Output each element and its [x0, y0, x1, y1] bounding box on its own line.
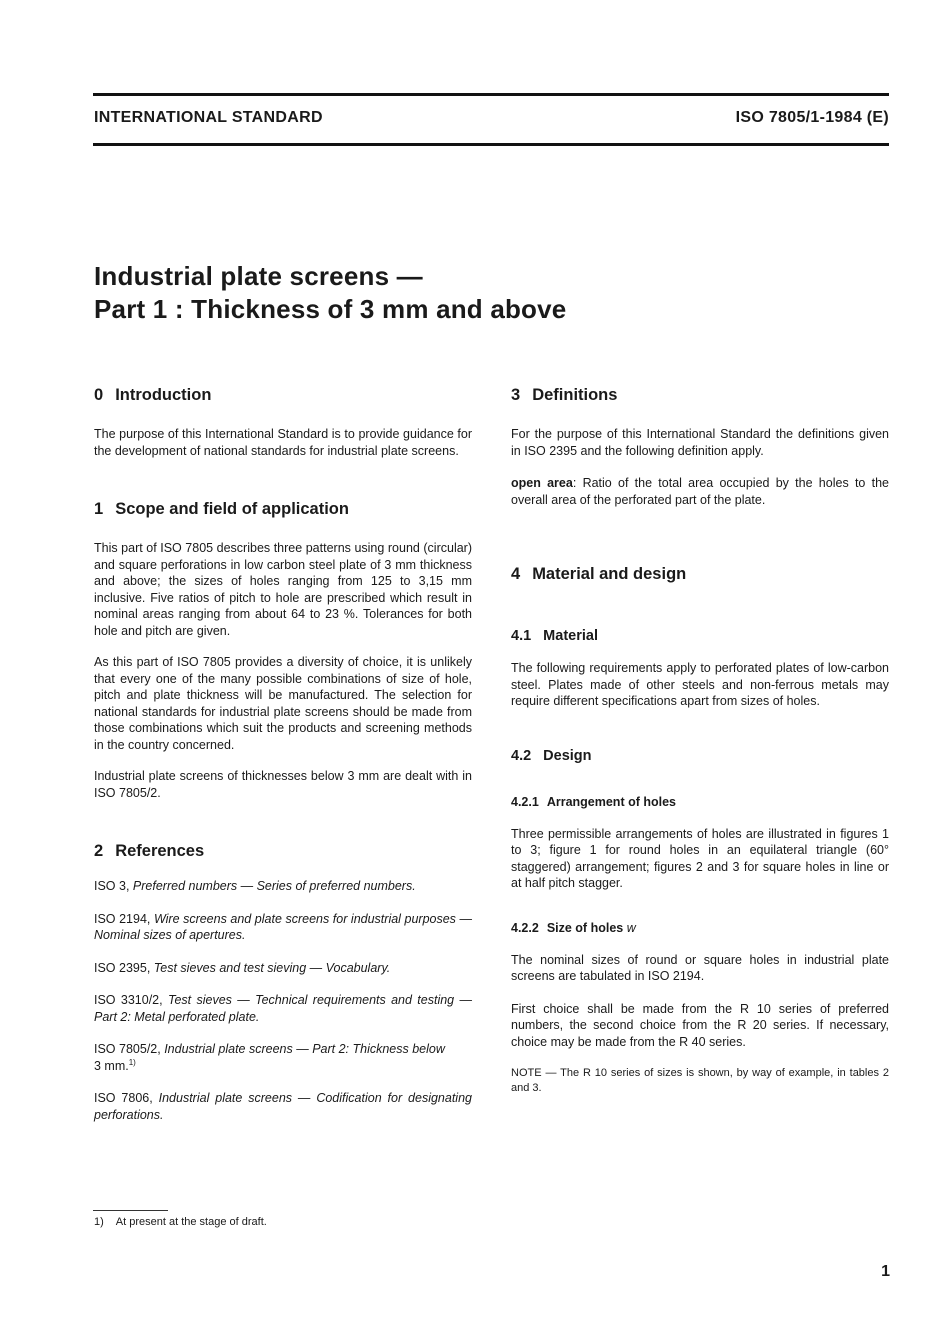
section-heading-definitions	[511, 385, 889, 405]
section-title: Material and design	[532, 565, 687, 583]
reference-title: Industrial plate screens — Codification for designating perforations.	[94, 1091, 472, 1122]
footnote-text: At present at the stage of draft.	[115, 1216, 267, 1228]
section-heading-scope	[94, 499, 472, 519]
reference-code: ISO 7806,	[94, 1091, 153, 1105]
subsection-heading-material	[511, 627, 889, 645]
definition-text: : Ratio of the total area occupied by the holes to the overall area of the perforated part of the plate.	[511, 476, 889, 507]
reference-title: Wire screens and plate screens for industrial purposes — Nominal sizes of apertures.	[94, 911, 472, 942]
section-heading-introduction	[94, 385, 472, 405]
size-paragraph-2: First choice shall be made from the R 10 series of preferred numbers, the second choice from the R 20 series. If necessary, choice may be made from the R 40 series.	[511, 1001, 889, 1049]
definitions-paragraph: For the purpose of this International Standard the definitions given in ISO 2395 and the following definition apply.	[511, 427, 889, 458]
reference-code: ISO 3310/2,	[94, 993, 163, 1007]
clause-title: Size of holes	[546, 920, 624, 935]
header-top-rule	[93, 93, 889, 96]
section-title: Introduction	[115, 386, 212, 404]
section-number: 3	[511, 386, 521, 404]
reference-item	[94, 1041, 472, 1074]
scope-paragraph-2: As this part of ISO 7805 provides a diversity of choice, it is unlikely that every one of the many possible combinations of size of hole, pitch and plate thickness will be manufactured. The selection for national standards for industrial plate screens should be made from those combinations which suit the products and screening methods in the country concerned.	[94, 655, 472, 752]
arrangement-paragraph: Three permissible arrangements of holes are illustrated in figures 1 to 3; figure 1 for round holes in an equilateral triangle (60° staggered) arrangement; figures 2 and 3 for square holes in line or at half pitch stagger.	[511, 826, 889, 890]
reference-item	[94, 878, 472, 895]
reference-code: ISO 2395,	[94, 960, 151, 975]
left-column	[94, 385, 472, 1123]
reference-title: Preferred numbers — Series of preferred numbers.	[132, 879, 416, 893]
section-title: Definitions	[532, 386, 618, 404]
reference-item	[94, 911, 472, 944]
standard-number: ISO 7805/1-1984 (E)	[735, 109, 889, 126]
reference-title: Industrial plate screens — Part 2: Thickness below	[164, 1042, 445, 1056]
right-column	[511, 385, 889, 1096]
header-bottom-rule	[93, 143, 889, 146]
reference-title: Test sieves and test sieving — Vocabulary.	[153, 960, 391, 975]
section-number: 0	[94, 386, 104, 404]
section-number: 2	[94, 842, 104, 860]
reference-item	[94, 1090, 472, 1123]
clause-title: Arrangement of holes	[546, 794, 676, 809]
title-line-2: Part 1 : Thickness of 3 mm and above	[94, 294, 567, 324]
subsection-number: 4.2	[511, 747, 532, 764]
size-symbol: w	[626, 920, 636, 935]
subsection-number: 4.1	[511, 628, 532, 644]
size-paragraph-1: The nominal sizes of round or square holes in industrial plate screens are tabulated in ISO 2194.	[511, 952, 889, 983]
page-number: 1	[881, 1263, 890, 1280]
reference-item	[94, 960, 472, 977]
reference-title: Test sieves — Technical requirements and testing — Part 2: Metal perforated plate.	[94, 993, 472, 1024]
clause-heading-size	[511, 920, 889, 936]
size-note: NOTE — The R 10 series of sizes is shown, by way of example, in tables 2 and 3.	[511, 1067, 889, 1094]
subsection-title: Material	[543, 628, 598, 644]
title-line-1: Industrial plate screens —	[94, 261, 423, 291]
subsection-heading-design	[511, 747, 889, 765]
reference-code: ISO 3,	[94, 879, 130, 893]
footnote-reference-mark: 1)	[128, 1057, 136, 1067]
reference-code: ISO 2194,	[94, 911, 151, 926]
footnote-mark: 1)	[94, 1216, 104, 1228]
footnote-rule	[93, 1210, 168, 1211]
reference-item	[94, 992, 472, 1025]
section-title: References	[115, 842, 205, 860]
scope-paragraph-1: This part of ISO 7805 describes three patterns using round (circular) and square perforations in low carbon steel plate of 3 mm thickness and above; the sizes of holes ranging from 125 to 3,15 mm inclusive. Five ratios of pitch to hole are prescribed which result in nominal areas ranging from about 64 to 23 %. Tolerances for both hole and pitch are given.	[94, 541, 472, 638]
section-heading-references	[94, 841, 472, 861]
section-heading-material-design	[511, 564, 889, 584]
definition-term: open area	[511, 476, 573, 490]
section-number: 4	[511, 565, 521, 583]
clause-number: 4.2.1	[511, 794, 539, 809]
standard-label: INTERNATIONAL STANDARD	[94, 109, 323, 126]
definition-open-area	[511, 475, 889, 508]
material-paragraph: The following requirements apply to perforated plates of low-carbon steel. Plates made of other steels and non-ferrous metals may require different specifications apart from sizes of holes.	[511, 661, 889, 708]
subsection-title: Design	[543, 747, 592, 764]
clause-number: 4.2.2	[511, 920, 539, 935]
document-title	[94, 260, 566, 326]
section-title: Scope and field of application	[115, 500, 349, 518]
introduction-paragraph: The purpose of this International Standard is to provide guidance for the development of national standards for industrial plate screens.	[94, 427, 472, 458]
reference-tail: 3 mm.	[94, 1058, 129, 1073]
section-number: 1	[94, 500, 104, 518]
footnote	[94, 1216, 267, 1228]
clause-heading-arrangement	[511, 794, 889, 810]
reference-code: ISO 7805/2,	[94, 1042, 161, 1056]
scope-paragraph-3: Industrial plate screens of thicknesses below 3 mm are dealt with in ISO 7805/2.	[94, 769, 472, 800]
